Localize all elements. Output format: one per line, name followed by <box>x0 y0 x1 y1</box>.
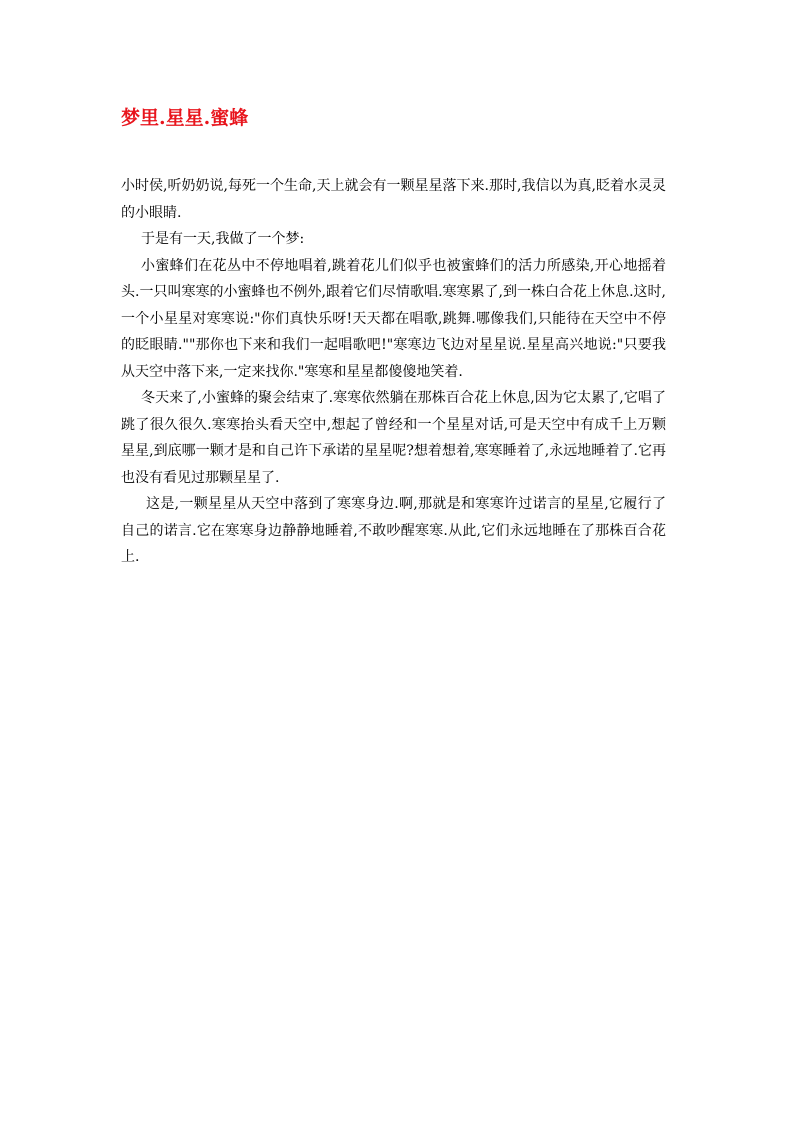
paragraph-1: 小时侯,听奶奶说,每死一个生命,天上就会有一颗星星落下来.那时,我信以为真,眨着水灵灵的小眼睛. <box>121 178 666 221</box>
paragraph-4: 冬天来了,小蜜蜂的聚会结束了.寒寒依然躺在那株百合花上休息,因为它太累了,它唱了跳了很久很久.寒寒抬头看天空中,想起了曾经和一个星星对话,可是天空中有成千上万颗星星,到底哪一颗才是和自己许下承诺的星星呢?想着想着,寒寒睡着了,永远地睡着了.它再也没有看见过那颗星星了. <box>121 390 666 486</box>
paragraph-2: 于是有一天,我做了一个梦: <box>141 231 305 247</box>
paragraph-3: 小蜜蜂们在花丛中不停地唱着,跳着花儿们似乎也被蜜蜂们的活力所感染,开心地摇着头.一只叫寒寒的小蜜蜂也不例外,跟着它们尽情歌唱.寒寒累了,到一株白合花上休息.这时,一个小星星对寒寒说:"你们真快乐呀!天天都在唱歌,跳舞.哪像我们,只能待在天空中不停的眨眼睛.""那你也下来和我们一起唱歌吧!"寒寒边飞边对星星说.星星高兴地说:"只要我从天空中落下来,一定来找你."寒寒和星星都傻傻地笑着. <box>121 257 666 380</box>
paragraph-5: 这是,一颗星星从天空中落到了寒寒身边.啊,那就是和寒寒许过诺言的星星,它履行了自己的诺言.它在寒寒身边静静地睡着,不敢吵醒寒寒.从此,它们永远地睡在了那株百合花上. <box>121 496 666 565</box>
document-title: 梦里.星星.蜜蜂 <box>121 107 249 129</box>
document-body <box>121 173 666 571</box>
